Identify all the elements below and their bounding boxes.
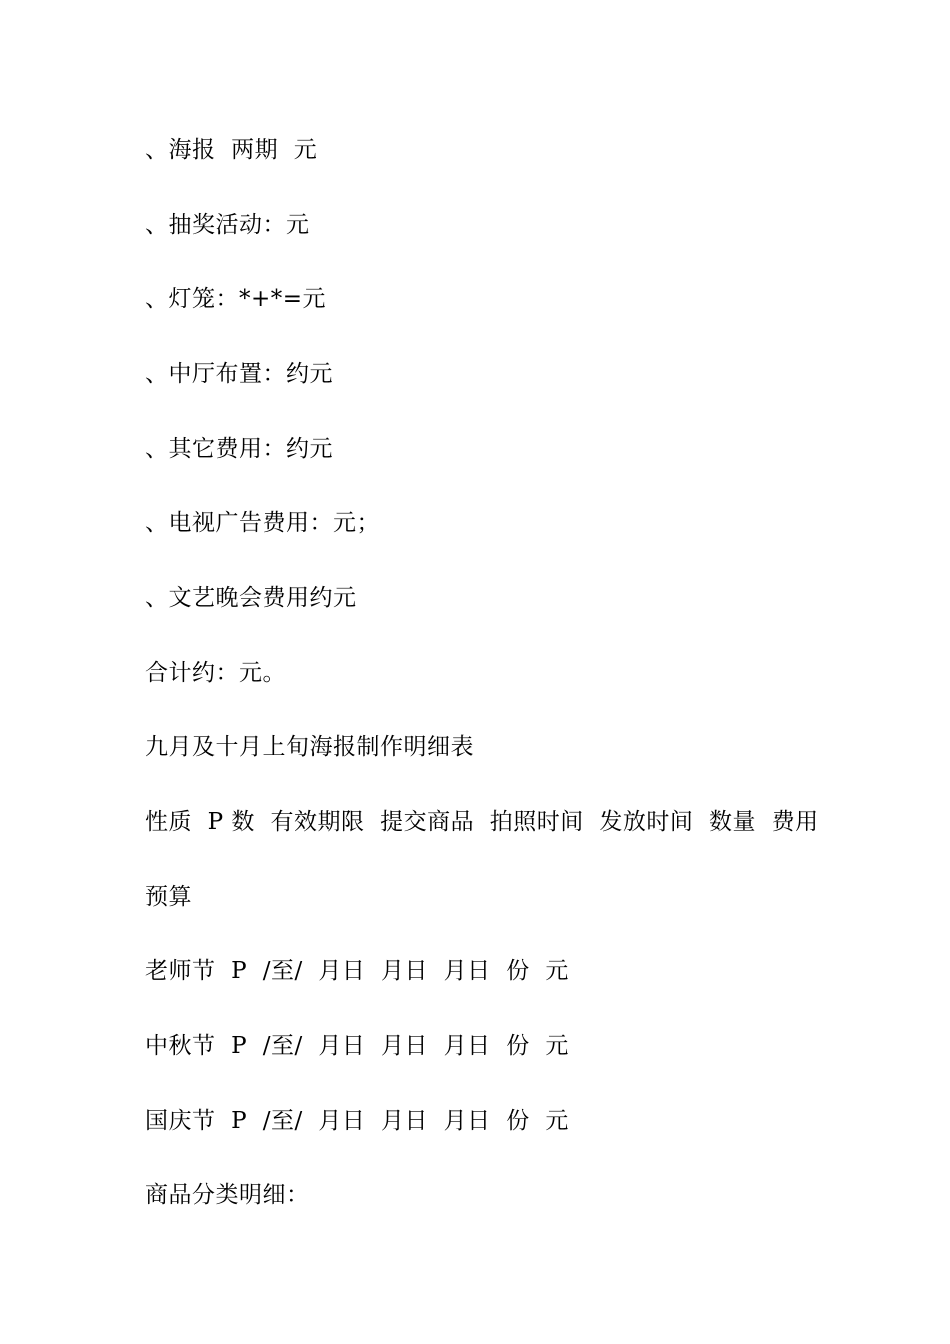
table-row: 老师节 P /至/ 月日 月日 月日 份 元 bbox=[145, 958, 569, 984]
budget-total: 合计约：元。 bbox=[145, 660, 286, 686]
table-row: 中秋节 P /至/ 月日 月日 月日 份 元 bbox=[145, 1033, 569, 1059]
subsection-heading: 商品分类明细： bbox=[145, 1182, 310, 1208]
table-header: 性质 P 数 有效期限 提交商品 拍照时间 发放时间 数量 费用 bbox=[145, 809, 819, 835]
budget-item-tv-ad: 、电视广告费用：元； bbox=[145, 510, 380, 536]
table-header-continued: 预算 bbox=[145, 884, 192, 910]
section-heading: 九月及十月上旬海报制作明细表 bbox=[145, 734, 474, 760]
budget-item-hall-decoration: 、中厅布置：约元 bbox=[145, 361, 333, 387]
budget-item-lottery: 、抽奖活动：元 bbox=[145, 212, 310, 238]
budget-item-gala: 、文艺晚会费用约元 bbox=[145, 585, 357, 611]
budget-item-other: 、其它费用：约元 bbox=[145, 436, 333, 462]
budget-item-lantern: 、灯笼：*+*=元 bbox=[145, 286, 327, 312]
budget-item-poster: 、海报 两期 元 bbox=[145, 137, 318, 163]
table-row: 国庆节 P /至/ 月日 月日 月日 份 元 bbox=[145, 1108, 569, 1134]
